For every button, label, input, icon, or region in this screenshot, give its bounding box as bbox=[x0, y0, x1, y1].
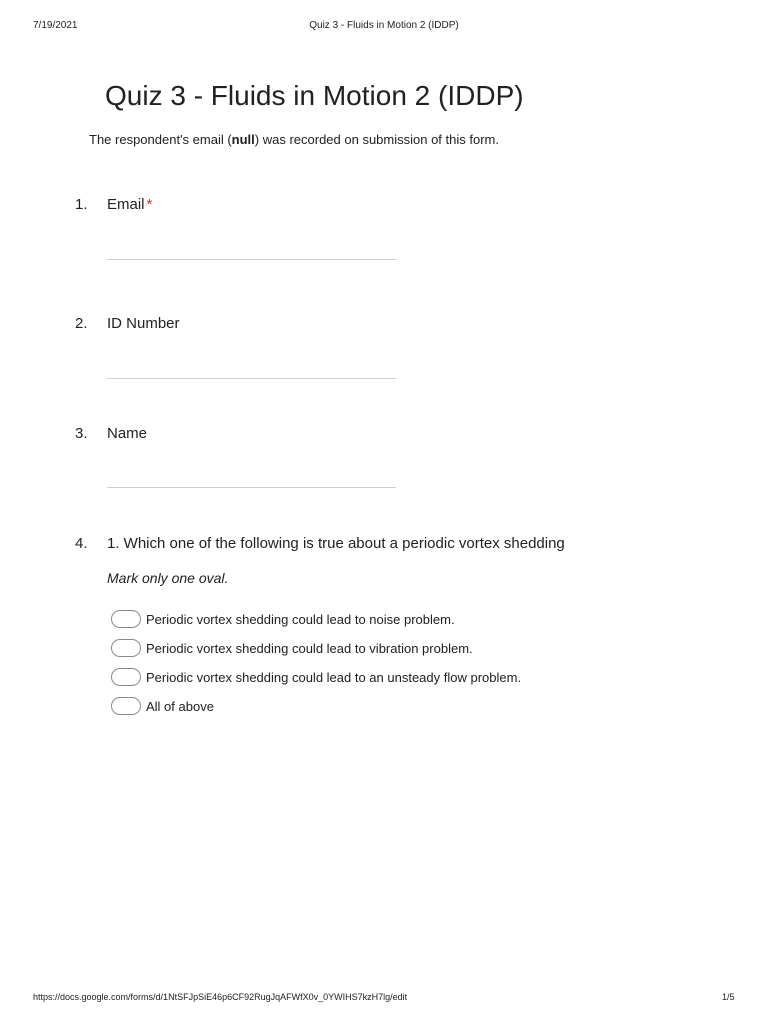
print-header-title: Quiz 3 - Fluids in Motion 2 (IDDP) bbox=[309, 20, 459, 31]
question-number: 2. bbox=[75, 315, 88, 332]
radio-option-label: Periodic vortex shedding could lead to vibration problem. bbox=[146, 640, 473, 656]
email-recorded-note bbox=[89, 132, 499, 147]
radio-option-label: Periodic vortex shedding could lead to an unsteady flow problem. bbox=[146, 669, 522, 685]
print-date: 7/19/2021 bbox=[33, 20, 78, 31]
radio-oval[interactable] bbox=[111, 697, 141, 715]
email-note-value: null bbox=[231, 132, 255, 147]
radio-option[interactable] bbox=[111, 609, 455, 629]
email-answer-field[interactable] bbox=[107, 259, 396, 260]
radio-oval[interactable] bbox=[111, 639, 141, 657]
question-number: 4. bbox=[75, 535, 88, 552]
print-footer-url: https://docs.google.com/forms/d/1NtSFJpSiE46p6CF92RugJqAFWfX0v_0YWIHS7kzH7lg/edit bbox=[33, 992, 408, 1002]
radio-oval[interactable] bbox=[111, 610, 141, 628]
radio-option[interactable] bbox=[111, 667, 521, 687]
question-number: 1. bbox=[75, 196, 88, 213]
radio-option[interactable] bbox=[111, 638, 473, 658]
form-title: Quiz 3 - Fluids in Motion 2 (IDDP) bbox=[105, 80, 524, 111]
question-instruction: Mark only one oval. bbox=[107, 570, 229, 586]
radio-option-label: All of above bbox=[146, 698, 214, 714]
id-number-answer-field[interactable] bbox=[107, 378, 396, 379]
email-note-prefix: The respondent's email ( bbox=[89, 132, 232, 147]
question-label-id-number: ID Number bbox=[107, 315, 180, 332]
required-marker: * bbox=[146, 196, 153, 213]
question-label-text: Email bbox=[107, 196, 145, 213]
radio-oval[interactable] bbox=[111, 668, 141, 686]
question-label-email bbox=[107, 196, 152, 213]
question-number: 3. bbox=[75, 425, 88, 442]
question-label-vortex-shedding: 1. Which one of the following is true about a periodic vortex shedding bbox=[107, 535, 565, 552]
radio-option[interactable] bbox=[111, 696, 214, 716]
name-answer-field[interactable] bbox=[107, 487, 396, 488]
radio-option-label: Periodic vortex shedding could lead to noise problem. bbox=[146, 611, 455, 627]
print-page-number: 1/5 bbox=[722, 992, 735, 1002]
email-note-suffix: ) was recorded on submission of this form. bbox=[254, 132, 499, 147]
question-label-name: Name bbox=[107, 425, 148, 442]
